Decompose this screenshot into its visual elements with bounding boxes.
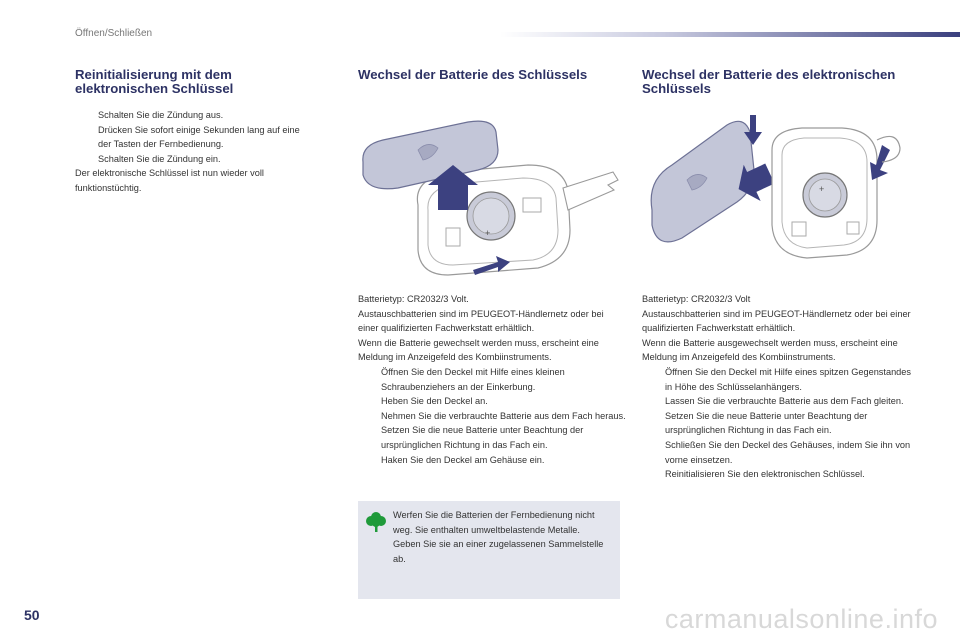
list-item: Reinitialisieren Sie den elektronischen Schlüssel. (665, 469, 865, 480)
section1-heading: Reinitialisierung mit dem elektronischen Schlüssel (75, 67, 234, 96)
list-item: Setzen Sie die neue Batterie unter Beachtung der ursprünglichen Richtung in das Fach ein. (381, 425, 584, 450)
section-battery-electronic-key (642, 68, 912, 96)
svg-text:+: + (485, 228, 491, 238)
section-reinitialisation (75, 68, 310, 196)
paragraph: Wenn die Batterie ausgewechselt werden muss, erscheint eine Meldung im Anzeigefeld des Kombiinstruments. (642, 337, 898, 363)
paragraph: Austauschbatterien sind im PEUGEOT-Händlernetz oder bei einer qualifizierten Fachwerkstatt erhältlich. (642, 308, 911, 334)
environment-note-box (358, 501, 620, 599)
svg-text:+: + (819, 184, 825, 194)
list-item: Nehmen Sie die verbrauchte Batterie aus dem Fach heraus. (381, 410, 626, 421)
list-item: Öffnen Sie den Deckel mit Hilfe eines spitzen Gegenstandes in Höhe des Schlüsselanhängers. (665, 366, 911, 392)
list-item: Schalten Sie die Zündung aus. (98, 110, 224, 120)
list-item: Lassen Sie die verbrauchte Batterie aus dem Fach gleiten. (665, 396, 904, 407)
key-battery-illustration (358, 110, 623, 280)
watermark: carmanualsonline.info (664, 604, 938, 634)
section1-note: Der elektronische Schlüssel ist nun wieder voll funktionstüchtig. (75, 168, 264, 193)
battery-type: Batterietyp: CR2032/3 Volt (642, 294, 751, 304)
section2-heading: Wechsel der Batterie des Schlüssels (358, 67, 588, 82)
paragraph: Austauschbatterien sind im PEUGEOT-Händlernetz oder bei einer qualifizierten Fachwerkstatt erhältlich. (358, 308, 604, 334)
list-item: Schalten Sie die Zündung ein. (98, 153, 221, 164)
section1-body (75, 108, 310, 196)
electronic-key-battery-illustration (642, 110, 907, 280)
page-number: 50 (24, 607, 40, 623)
section3-body (642, 292, 912, 482)
list-item: Haken Sie den Deckel am Gehäuse ein. (381, 454, 545, 465)
section2-body (358, 292, 626, 467)
battery-type: Batterietyp: CR2032/3 Volt. (358, 294, 469, 304)
list-item: Drücken Sie sofort einige Sekunden lang auf eine der Tasten der Fernbedienung. (98, 124, 300, 150)
tree-icon (366, 511, 386, 533)
paragraph: Geben Sie sie an einer zugelassenen Sammelstelle ab. (393, 539, 604, 564)
list-item: Setzen Sie die neue Batterie unter Beachtung der ursprünglichen Richtung in das Fach ein. (665, 410, 868, 436)
list-item: Schließen Sie den Deckel des Gehäuses, indem Sie ihn von vorne einsetzen. (665, 439, 911, 465)
section-battery-key (358, 68, 623, 82)
list-item: Öffnen Sie den Deckel mit Hilfe eines kleinen Schraubenziehers an der Einkerbung. (381, 366, 565, 392)
section3-heading: Wechsel der Batterie des elektronischen Schlüssels (642, 67, 896, 96)
paragraph: Werfen Sie die Batterien der Fernbedienung nicht weg. Sie enthalten umweltbelastende Metalle. (393, 510, 595, 535)
header-rule (500, 32, 960, 37)
paragraph: Wenn die Batterie gewechselt werden muss, erscheint eine Meldung im Anzeigefeld des Kombiinstruments. (358, 337, 599, 363)
header-title: Öffnen/Schließen (75, 28, 153, 39)
list-item: Heben Sie den Deckel an. (381, 396, 488, 407)
